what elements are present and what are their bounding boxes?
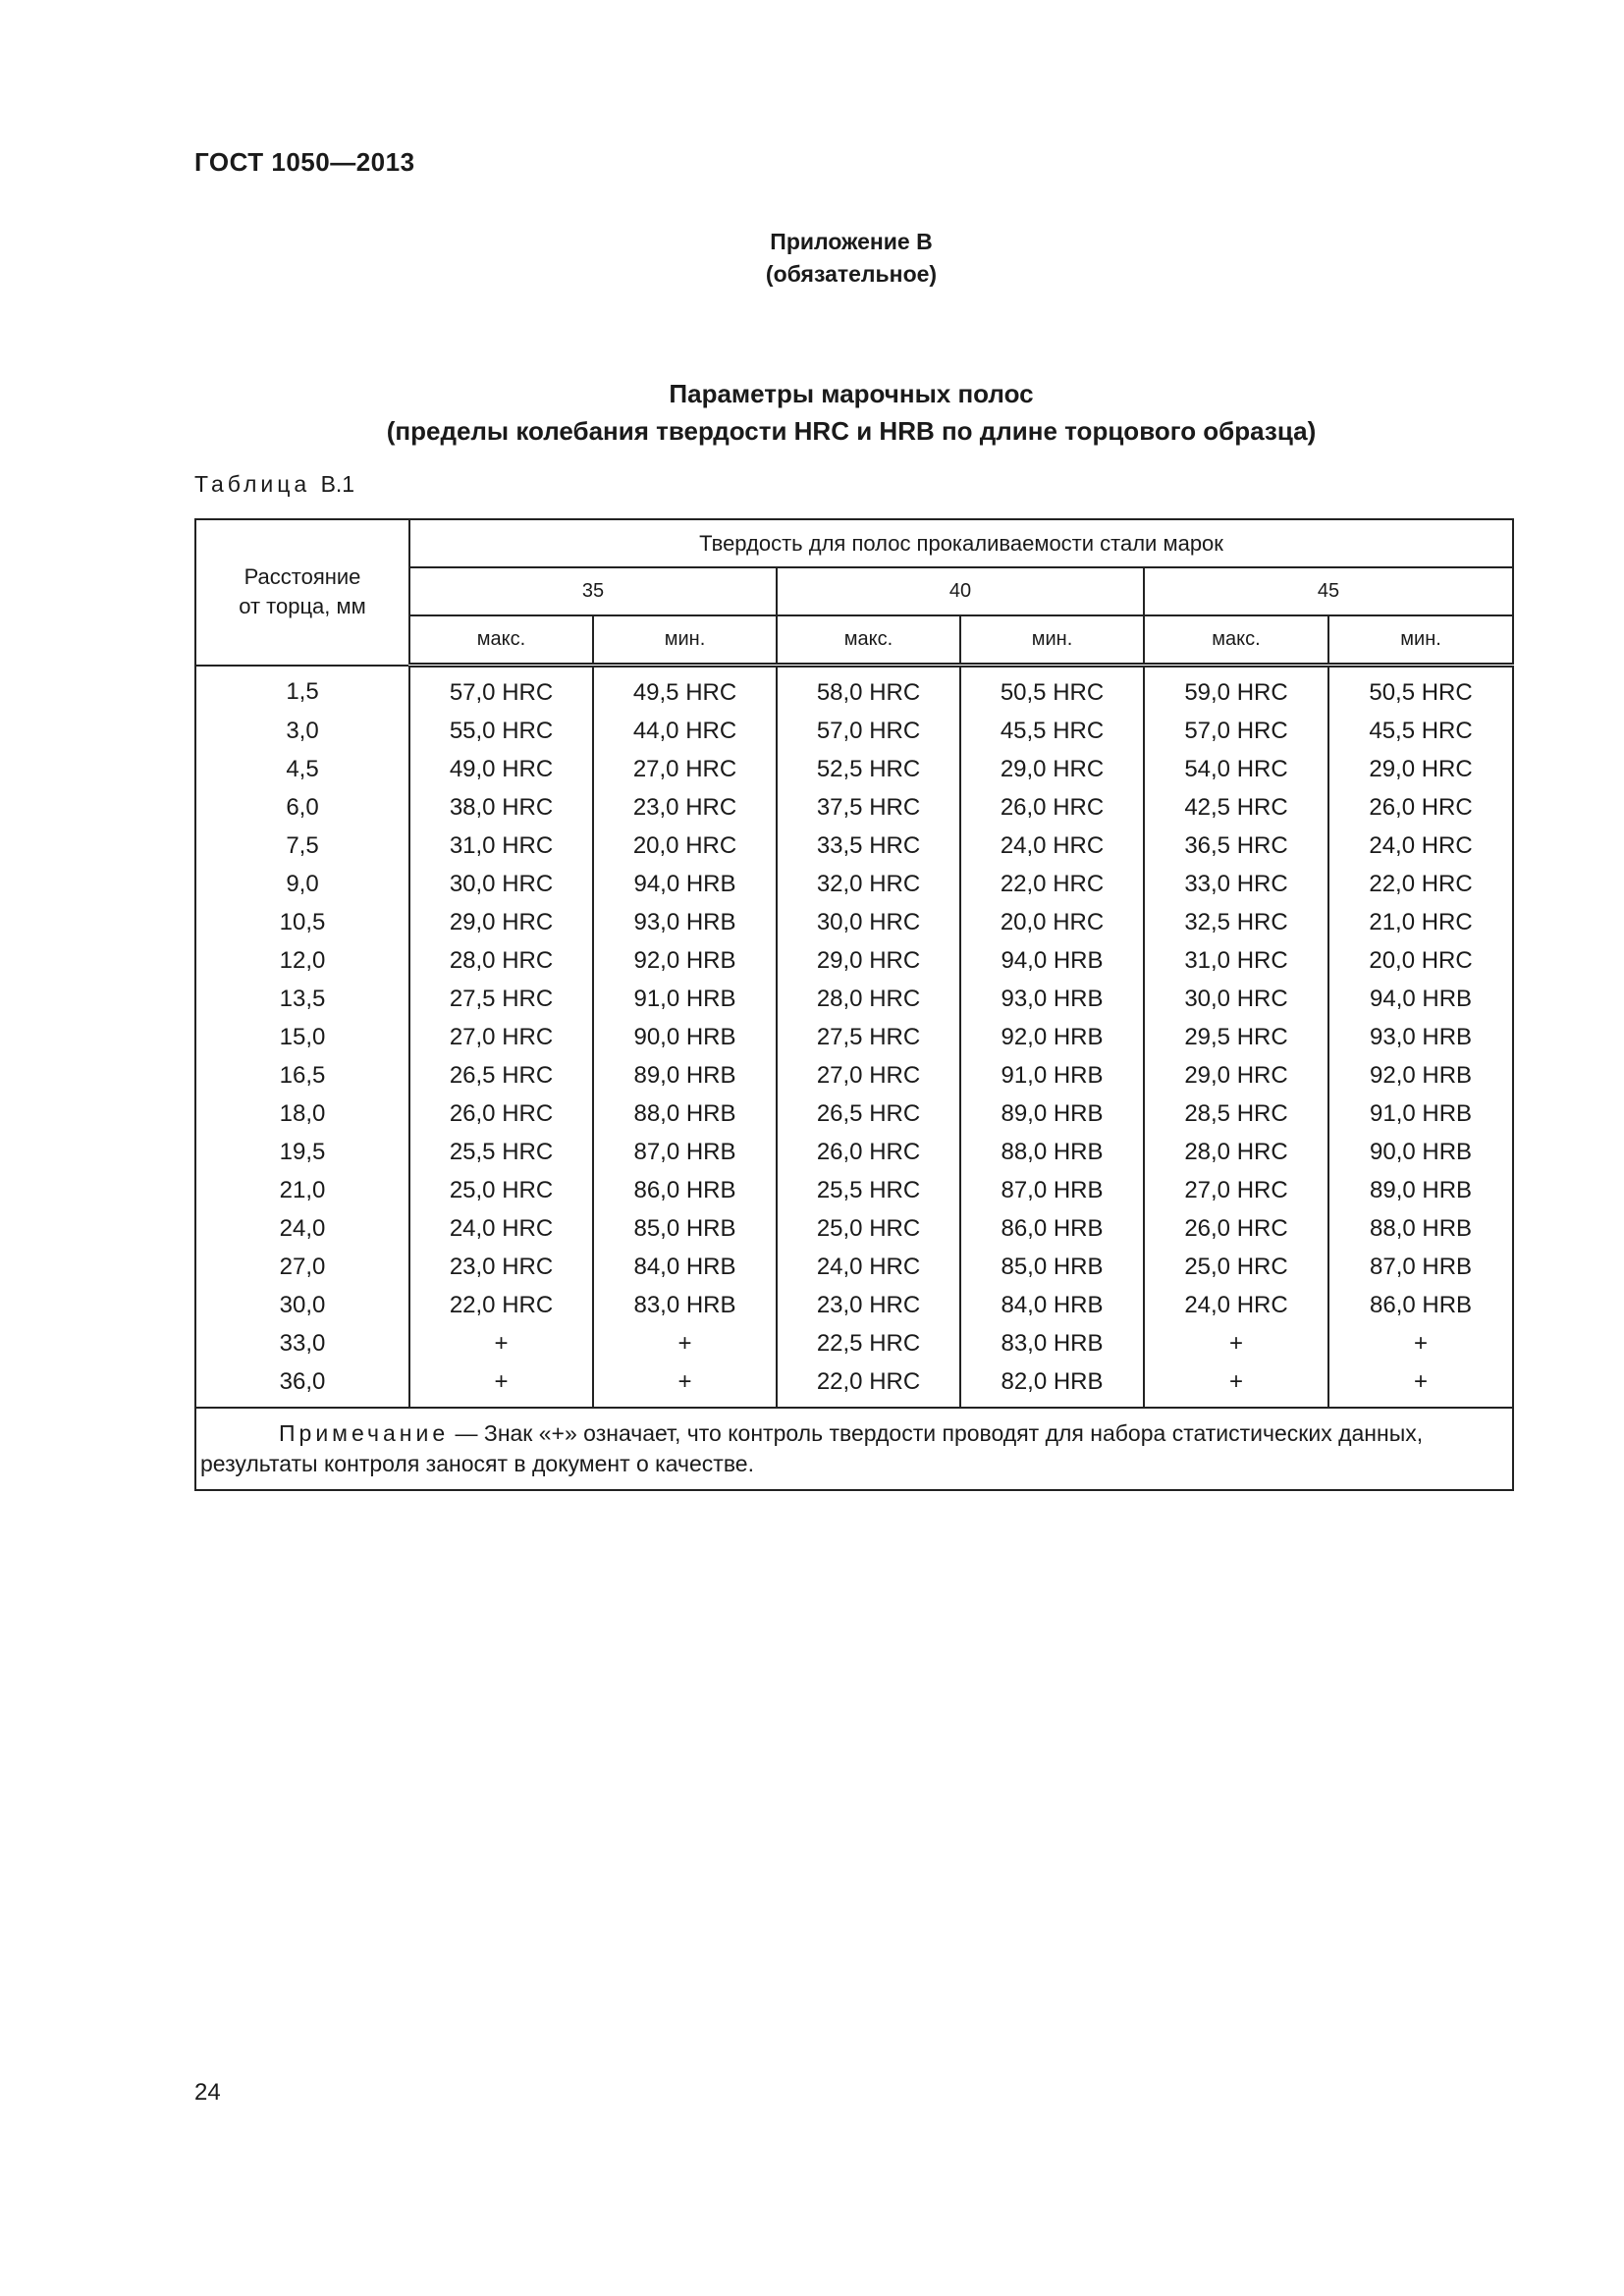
distance-cell: 13,5 bbox=[195, 980, 409, 1018]
distance-cell: 15,0 bbox=[195, 1018, 409, 1056]
table-caption bbox=[194, 471, 354, 498]
hardness-cell: 50,5 HRC bbox=[960, 666, 1144, 713]
hardness-cell: 52,5 HRC bbox=[777, 750, 960, 788]
hardness-cell: 94,0 HRB bbox=[1328, 980, 1513, 1018]
hardness-cell: 26,0 HRC bbox=[1144, 1209, 1328, 1248]
hardness-cell: 29,0 HRC bbox=[1144, 1056, 1328, 1095]
hardness-cell: 85,0 HRB bbox=[960, 1248, 1144, 1286]
hardness-cell: 29,0 HRC bbox=[777, 941, 960, 980]
appendix-status: (обязательное) bbox=[765, 261, 938, 287]
hardness-cell: 57,0 HRC bbox=[777, 712, 960, 750]
distance-cell: 27,0 bbox=[195, 1248, 409, 1286]
table-header bbox=[195, 519, 1513, 666]
hardness-cell: 49,0 HRC bbox=[409, 750, 593, 788]
hardness-table bbox=[194, 518, 1514, 1491]
table-row bbox=[195, 980, 1513, 1018]
table-row bbox=[195, 1286, 1513, 1324]
table-row bbox=[195, 1209, 1513, 1248]
hardness-cell: 87,0 HRB bbox=[960, 1171, 1144, 1209]
hardness-cell: 32,5 HRC bbox=[1144, 903, 1328, 941]
table-row bbox=[195, 941, 1513, 980]
hardness-cell: 26,5 HRC bbox=[409, 1056, 593, 1095]
hardness-cell: 26,0 HRC bbox=[1328, 788, 1513, 827]
table-row bbox=[195, 1248, 1513, 1286]
hardness-cell: 29,0 HRC bbox=[409, 903, 593, 941]
hardness-cell: 90,0 HRB bbox=[1328, 1133, 1513, 1171]
hardness-cell: 25,5 HRC bbox=[409, 1133, 593, 1171]
hardness-cell: 30,0 HRC bbox=[1144, 980, 1328, 1018]
note-label: Примечание bbox=[279, 1420, 450, 1446]
hardness-cell: 57,0 HRC bbox=[409, 666, 593, 713]
hardness-cell: 87,0 HRB bbox=[1328, 1248, 1513, 1286]
distance-cell: 36,0 bbox=[195, 1362, 409, 1408]
hardness-cell: 22,0 HRC bbox=[960, 865, 1144, 903]
hardness-group-header: Твердость для полос прокаливаемости стали марок bbox=[409, 519, 1513, 567]
hardness-cell: 24,0 HRC bbox=[777, 1248, 960, 1286]
hardness-cell: 22,0 HRC bbox=[1328, 865, 1513, 903]
appendix-heading bbox=[0, 226, 1624, 291]
table-row bbox=[195, 1324, 1513, 1362]
note-paragraph bbox=[200, 1418, 1498, 1479]
hardness-cell: + bbox=[409, 1362, 593, 1408]
table-row bbox=[195, 903, 1513, 941]
hardness-cell: 21,0 HRC bbox=[1328, 903, 1513, 941]
hardness-cell: 29,0 HRC bbox=[960, 750, 1144, 788]
hardness-cell: 28,0 HRC bbox=[777, 980, 960, 1018]
hardness-cell: 91,0 HRB bbox=[1328, 1095, 1513, 1133]
hardness-cell: 88,0 HRB bbox=[1328, 1209, 1513, 1248]
distance-header-line1: Расстояние bbox=[244, 564, 361, 590]
hardness-cell: 27,0 HRC bbox=[777, 1056, 960, 1095]
hardness-cell: 59,0 HRC bbox=[1144, 666, 1328, 713]
document-header: ГОСТ 1050—2013 bbox=[194, 147, 415, 177]
hardness-cell: 27,0 HRC bbox=[1144, 1171, 1328, 1209]
hardness-cell: 37,5 HRC bbox=[777, 788, 960, 827]
hardness-cell: 90,0 HRB bbox=[593, 1018, 777, 1056]
hardness-cell: 57,0 HRC bbox=[1144, 712, 1328, 750]
table-row bbox=[195, 666, 1513, 713]
hardness-cell: 54,0 HRC bbox=[1144, 750, 1328, 788]
hardness-cell: 26,5 HRC bbox=[777, 1095, 960, 1133]
hardness-cell: 50,5 HRC bbox=[1328, 666, 1513, 713]
hardness-cell: 20,0 HRC bbox=[1328, 941, 1513, 980]
hardness-cell: + bbox=[593, 1362, 777, 1408]
hardness-cell: 29,5 HRC bbox=[1144, 1018, 1328, 1056]
table-title bbox=[0, 375, 1624, 450]
distance-cell: 30,0 bbox=[195, 1286, 409, 1324]
table-title-line2: (пределы колебания твердости HRC и HRB по длине торцового образца) bbox=[386, 416, 1317, 446]
hardness-cell: 22,0 HRC bbox=[409, 1286, 593, 1324]
table-row bbox=[195, 1171, 1513, 1209]
hardness-cell: 31,0 HRC bbox=[1144, 941, 1328, 980]
hardness-cell: 83,0 HRB bbox=[960, 1324, 1144, 1362]
hardness-cell: 93,0 HRB bbox=[1328, 1018, 1513, 1056]
hardness-cell: 25,0 HRC bbox=[409, 1171, 593, 1209]
hardness-cell: 92,0 HRB bbox=[593, 941, 777, 980]
hardness-cell: 30,0 HRC bbox=[777, 903, 960, 941]
hardness-cell: 23,0 HRC bbox=[409, 1248, 593, 1286]
distance-cell: 1,5 bbox=[195, 666, 409, 713]
hardness-cell: + bbox=[1328, 1362, 1513, 1408]
table-row bbox=[195, 788, 1513, 827]
hardness-cell: 27,5 HRC bbox=[777, 1018, 960, 1056]
hardness-cell: 20,0 HRC bbox=[593, 827, 777, 865]
table-title-line1: Параметры марочных полос bbox=[669, 379, 1034, 408]
hardness-cell: 24,0 HRC bbox=[1328, 827, 1513, 865]
min-subheader: мин. bbox=[1328, 615, 1513, 666]
distance-header bbox=[195, 519, 409, 666]
hardness-cell: 25,0 HRC bbox=[1144, 1248, 1328, 1286]
hardness-cell: 23,0 HRC bbox=[593, 788, 777, 827]
page-number: 24 bbox=[194, 2079, 221, 2106]
max-subheader: макс. bbox=[1144, 615, 1328, 666]
hardness-cell: 94,0 HRB bbox=[593, 865, 777, 903]
table-row bbox=[195, 1362, 1513, 1408]
table-note-row bbox=[195, 1408, 1513, 1490]
min-subheader: мин. bbox=[593, 615, 777, 666]
table-caption-label: Таблица bbox=[194, 471, 311, 497]
hardness-cell: 33,5 HRC bbox=[777, 827, 960, 865]
hardness-cell: 93,0 HRB bbox=[960, 980, 1144, 1018]
hardness-cell: 24,0 HRC bbox=[409, 1209, 593, 1248]
hardness-cell: 91,0 HRB bbox=[593, 980, 777, 1018]
hardness-cell: 32,0 HRC bbox=[777, 865, 960, 903]
hardness-cell: 27,0 HRC bbox=[409, 1018, 593, 1056]
hardness-cell: 28,0 HRC bbox=[409, 941, 593, 980]
hardness-cell: 84,0 HRB bbox=[593, 1248, 777, 1286]
table-row bbox=[195, 712, 1513, 750]
hardness-cell: + bbox=[1328, 1324, 1513, 1362]
steel-grade-header: 40 bbox=[777, 567, 1144, 615]
hardness-cell: 89,0 HRB bbox=[593, 1056, 777, 1095]
hardness-cell: 31,0 HRC bbox=[409, 827, 593, 865]
distance-cell: 18,0 bbox=[195, 1095, 409, 1133]
table-row bbox=[195, 1133, 1513, 1171]
hardness-cell: 25,5 HRC bbox=[777, 1171, 960, 1209]
hardness-cell: 26,0 HRC bbox=[960, 788, 1144, 827]
hardness-cell: + bbox=[1144, 1324, 1328, 1362]
hardness-cell: 49,5 HRC bbox=[593, 666, 777, 713]
hardness-cell: 58,0 HRC bbox=[777, 666, 960, 713]
distance-cell: 10,5 bbox=[195, 903, 409, 941]
table-row bbox=[195, 1095, 1513, 1133]
distance-cell: 33,0 bbox=[195, 1324, 409, 1362]
table-row bbox=[195, 865, 1513, 903]
hardness-cell: 36,5 HRC bbox=[1144, 827, 1328, 865]
hardness-cell: 27,0 HRC bbox=[593, 750, 777, 788]
hardness-cell: 94,0 HRB bbox=[960, 941, 1144, 980]
hardness-cell: 92,0 HRB bbox=[960, 1018, 1144, 1056]
distance-cell: 24,0 bbox=[195, 1209, 409, 1248]
hardness-cell: 23,0 HRC bbox=[777, 1286, 960, 1324]
hardness-cell: 28,0 HRC bbox=[1144, 1133, 1328, 1171]
hardness-cell: + bbox=[1144, 1362, 1328, 1408]
hardness-cell: 92,0 HRB bbox=[1328, 1056, 1513, 1095]
note-text: — Знак «+» означает, что контроль твердости проводят для набора статистических данных, результаты контроля заносят в документ о качестве. bbox=[200, 1420, 1424, 1476]
hardness-cell: 24,0 HRC bbox=[960, 827, 1144, 865]
hardness-cell: + bbox=[409, 1324, 593, 1362]
hardness-cell: 27,5 HRC bbox=[409, 980, 593, 1018]
distance-cell: 7,5 bbox=[195, 827, 409, 865]
hardness-cell: 88,0 HRB bbox=[593, 1095, 777, 1133]
hardness-cell: 22,0 HRC bbox=[777, 1362, 960, 1408]
hardness-cell: 33,0 HRC bbox=[1144, 865, 1328, 903]
distance-cell: 12,0 bbox=[195, 941, 409, 980]
distance-cell: 3,0 bbox=[195, 712, 409, 750]
hardness-cell: 93,0 HRB bbox=[593, 903, 777, 941]
hardness-cell: 89,0 HRB bbox=[960, 1095, 1144, 1133]
hardness-cell: 55,0 HRC bbox=[409, 712, 593, 750]
min-subheader: мин. bbox=[960, 615, 1144, 666]
hardness-cell: 84,0 HRB bbox=[960, 1286, 1144, 1324]
table-row bbox=[195, 750, 1513, 788]
hardness-cell: 24,0 HRC bbox=[1144, 1286, 1328, 1324]
hardness-cell: 28,5 HRC bbox=[1144, 1095, 1328, 1133]
hardness-cell: 30,0 HRC bbox=[409, 865, 593, 903]
distance-cell: 19,5 bbox=[195, 1133, 409, 1171]
distance-cell: 21,0 bbox=[195, 1171, 409, 1209]
distance-cell: 16,5 bbox=[195, 1056, 409, 1095]
hardness-cell: 86,0 HRB bbox=[1328, 1286, 1513, 1324]
hardness-cell: 44,0 HRC bbox=[593, 712, 777, 750]
hardness-cell: 26,0 HRC bbox=[777, 1133, 960, 1171]
appendix-title: Приложение В bbox=[770, 229, 933, 254]
hardness-cell: 87,0 HRB bbox=[593, 1133, 777, 1171]
hardness-cell: 85,0 HRB bbox=[593, 1209, 777, 1248]
table-row bbox=[195, 827, 1513, 865]
distance-cell: 4,5 bbox=[195, 750, 409, 788]
table-note bbox=[195, 1408, 1513, 1490]
max-subheader: макс. bbox=[777, 615, 960, 666]
steel-grade-header: 35 bbox=[409, 567, 777, 615]
hardness-cell: 45,5 HRC bbox=[960, 712, 1144, 750]
hardness-cell: 45,5 HRC bbox=[1328, 712, 1513, 750]
hardness-cell: 82,0 HRB bbox=[960, 1362, 1144, 1408]
hardness-cell: 89,0 HRB bbox=[1328, 1171, 1513, 1209]
table-row bbox=[195, 1018, 1513, 1056]
hardness-cell: 25,0 HRC bbox=[777, 1209, 960, 1248]
hardness-cell: 83,0 HRB bbox=[593, 1286, 777, 1324]
hardness-cell: 86,0 HRB bbox=[593, 1171, 777, 1209]
hardness-cell: + bbox=[593, 1324, 777, 1362]
hardness-cell: 88,0 HRB bbox=[960, 1133, 1144, 1171]
hardness-cell: 26,0 HRC bbox=[409, 1095, 593, 1133]
distance-cell: 6,0 bbox=[195, 788, 409, 827]
table-row bbox=[195, 1056, 1513, 1095]
table-caption-number: В.1 bbox=[320, 471, 355, 497]
distance-cell: 9,0 bbox=[195, 865, 409, 903]
steel-grade-header: 45 bbox=[1144, 567, 1513, 615]
hardness-cell: 22,5 HRC bbox=[777, 1324, 960, 1362]
hardness-cell: 20,0 HRC bbox=[960, 903, 1144, 941]
hardness-cell: 38,0 HRC bbox=[409, 788, 593, 827]
max-subheader: макс. bbox=[409, 615, 593, 666]
hardness-cell: 42,5 HRC bbox=[1144, 788, 1328, 827]
hardness-cell: 86,0 HRB bbox=[960, 1209, 1144, 1248]
hardness-cell: 91,0 HRB bbox=[960, 1056, 1144, 1095]
table-body bbox=[195, 666, 1513, 1491]
distance-header-line2: от торца, мм bbox=[239, 594, 366, 619]
hardness-cell: 29,0 HRC bbox=[1328, 750, 1513, 788]
